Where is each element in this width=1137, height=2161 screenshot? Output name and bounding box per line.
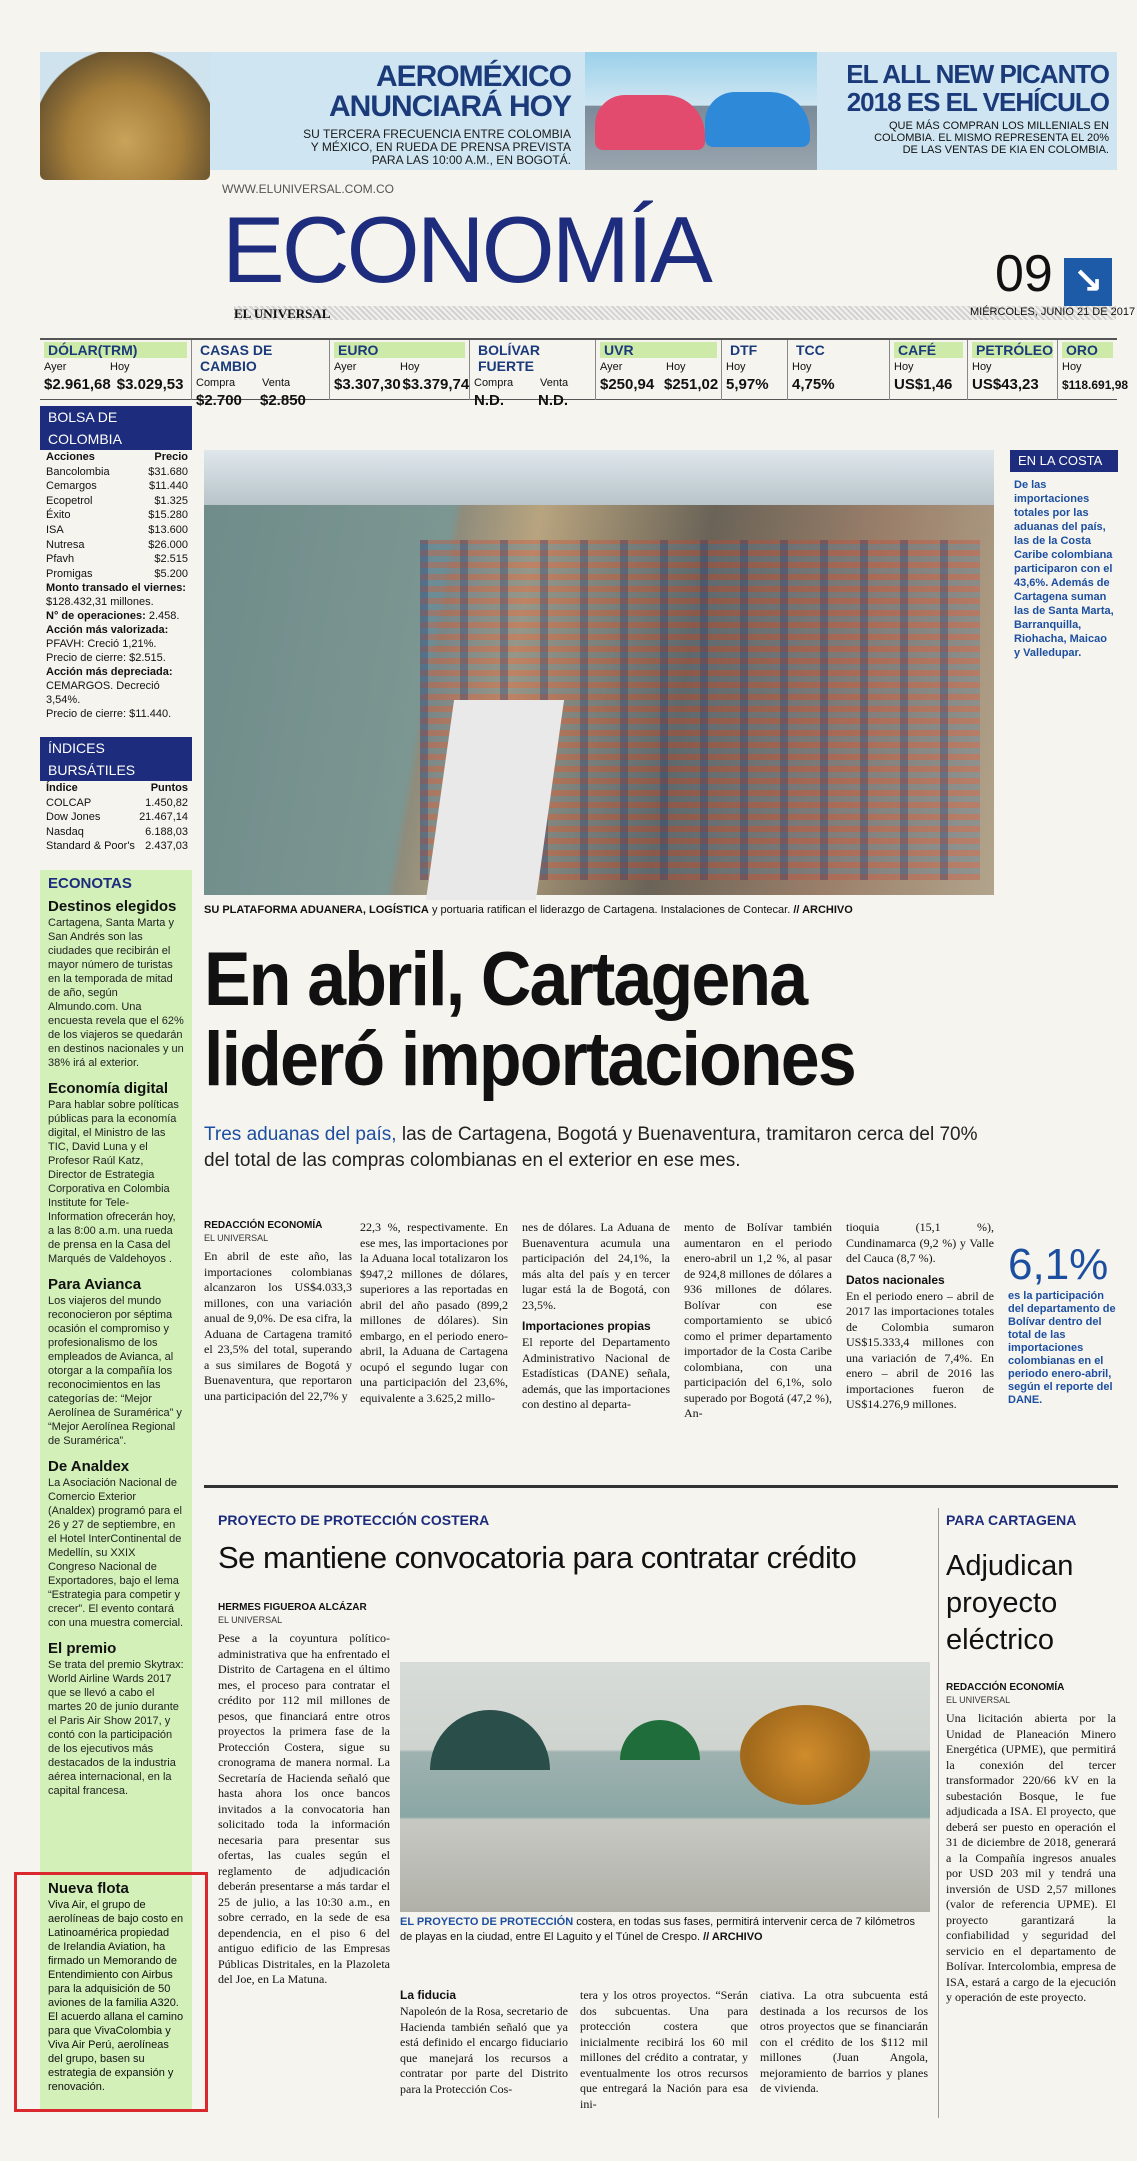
- ticker-item: [890, 340, 968, 400]
- stock-name: Cemargos: [46, 480, 97, 493]
- table-row: [40, 839, 192, 854]
- note-heading: Destinos elegidos: [48, 898, 177, 915]
- index-points: 1.450,82: [145, 796, 188, 809]
- section-divider: [204, 1485, 1118, 1488]
- note-text: Se trata del premio Skytrax: World Airline Wards 2017 que se llevó a cabo el martes 20 de junio durante el Paris Air Show 2017, y contó con la participación de los ejecutivos más destacados de la industria aérea internacional, en la capital francesa.: [48, 1659, 184, 1797]
- article-text: nes de dólares. La Aduana de Buenaventura acumula una participación del 24,1%, la más alta del país y en tercer lugar está la de Bogotá, con 23,5%.: [522, 1220, 670, 1312]
- article-column: [760, 1988, 928, 2097]
- ticker-value: $3.307,30: [334, 376, 401, 393]
- ticker-value: N.D.: [538, 392, 568, 409]
- costa-text: De las importaciones totales por las aduanas del país, las de la Costa Caribe colombiana participaron con el 43,6%. Además de Cartagena suman las de Santa Marta, Barranquilla, Riohacha, Maicao y Valledupar.: [1014, 479, 1114, 659]
- ticker-label: Hoy: [792, 361, 812, 373]
- stock-price: $31.680: [148, 465, 188, 478]
- stock-price: $15.280: [148, 509, 188, 522]
- stock-price: $11.440: [149, 480, 188, 493]
- stock-name: Nutresa: [46, 538, 85, 551]
- index-points: 2.437,03: [145, 840, 188, 853]
- market-ticker: [40, 338, 1129, 409]
- bolsa-note: Acción más depreciada:: [46, 666, 173, 679]
- ticker-value: $3.029,53: [116, 376, 184, 393]
- indices-header: Índice: [46, 782, 78, 794]
- ticker-item: [1058, 340, 1129, 400]
- column-divider: [938, 1508, 939, 2118]
- ticker-name: ORO: [1062, 342, 1113, 358]
- ticker-value: US$43,23: [972, 376, 1039, 393]
- costa-title: EN LA COSTA: [1010, 450, 1118, 472]
- headline-line: En abril, Cartagena: [204, 937, 807, 1022]
- banner-b-text-1: QUE MÁS COMPRAN LOS MILLENIALS EN: [888, 120, 1109, 132]
- note-heading: Para Avianca: [48, 1276, 142, 1293]
- ticker-name: CAFÉ: [894, 342, 963, 358]
- side-headline-line: Adjudican: [946, 1550, 1074, 1582]
- ticker-item: [596, 340, 722, 400]
- side-headline-line: proyecto: [946, 1587, 1058, 1619]
- table-row: [40, 538, 192, 553]
- article-text: 22,3 %, respectivamente. En ese mes, las importaciones por la Aduana local totalizaron los $947,2 millones de dólares, superiores a las reportadas en abril del año pasado (899,2 millones de dólares). Sin embargo, en el periodo enero-abril, la Aduana de Cartagena ocupó el segundo lugar con una participación del 23,6%, equivalente a 3.625,2 millo-: [360, 1220, 508, 1405]
- stat-number: 6,1%: [1008, 1240, 1109, 1289]
- index-points: 21.467,14: [139, 811, 188, 824]
- ticker-item: [470, 340, 596, 409]
- article-text: En el periodo enero – abril de 2017 las importaciones totales de Colombia sumaron US$15.333,4 millones con una variación de 7,4%. En enero – abril de 2016 las importaciones fueron de US$14.276,9 millones.: [846, 1288, 994, 1411]
- bolsa-note: Acción más valorizada:: [46, 624, 169, 637]
- ticker-value: $2.700: [196, 392, 242, 409]
- bolsa-note: 2.458.: [148, 610, 180, 623]
- section-kicker: PROYECTO DE PROTECCIÓN COSTERA: [218, 1512, 490, 1528]
- ticker-value: $118.691,98: [1062, 378, 1129, 392]
- article-headline: Se mantiene convocatoria para contratar crédito: [218, 1540, 857, 1575]
- stat-callout: [1008, 1240, 1118, 1407]
- ticker-item: [788, 340, 890, 400]
- table-row: [40, 552, 192, 567]
- table-row: [40, 523, 192, 538]
- ticker-value: 4,75%: [792, 376, 835, 393]
- arrow-down-right-icon: ↘: [1064, 258, 1112, 306]
- byline-paper: EL UNIVERSAL: [218, 1615, 283, 1625]
- bolsa-title: BOLSA DE COLOMBIA: [40, 406, 192, 450]
- bolsa-note: N° de operaciones:: [46, 610, 146, 623]
- bolsa-header: Precio: [154, 451, 188, 463]
- beach-photo-umbrella: [740, 1705, 870, 1805]
- banner-b-text-2: COLOMBIA. EL MISMO REPRESENTA EL 20%: [874, 132, 1109, 144]
- ticker-item: [722, 340, 788, 400]
- stock-name: Promigas: [46, 567, 93, 580]
- banner-b-title-1: EL ALL NEW PICANTO: [846, 59, 1109, 89]
- ticker-item: [40, 340, 192, 400]
- note-text: Para hablar sobre políticas públicas para la economía digital, el Ministro de las TIC, David Luna y el Profesor Raúl Katz, Director de Estrategia Corporativa en Colombia Institute for Tele-Information ofrecerán hoy, a las 8:00 a.m. una rueda de prensa en la Casa del Marqués de Valdehoyos .: [48, 1099, 179, 1265]
- stock-name: ISA: [46, 523, 64, 536]
- ticker-value: $2.850: [260, 392, 306, 409]
- picanto-banner: [817, 52, 1117, 170]
- subheading: La fiducia: [400, 1988, 457, 2002]
- byline: HERMES FIGUEROA ALCÁZAR: [218, 1602, 367, 1613]
- caption-text: costera, en todas sus fases, permitirá intervenir cerca de 7 kilómetros de playas en la ciudad, entre El Laguito y el Túnel de Crespo.: [400, 1916, 915, 1943]
- ticker-label: Hoy: [972, 361, 992, 373]
- ticker-name: BOLÍVAR FUERTE: [478, 342, 540, 374]
- banner-a-text-1: SU TERCERA FRECUENCIA ENTRE COLOMBIA: [303, 127, 571, 141]
- bolsa-box: [40, 406, 192, 721]
- banner-a-title-1: AEROMÉXICO: [375, 60, 571, 93]
- article-text: tioquia (15,1 %), Cundinamarca (9,2 %) y Valle del Cauca (8,7 %).: [846, 1220, 994, 1265]
- ticker-label: Compra: [196, 377, 236, 389]
- banner-b-title-2: 2018 ES EL VEHÍCULO: [846, 87, 1109, 117]
- stock-price: $13.600: [148, 523, 188, 536]
- ticker-item: [192, 340, 330, 409]
- table-row: [40, 796, 192, 811]
- deck: [204, 1122, 1004, 1174]
- article-column: [846, 1220, 994, 1413]
- article-text: mento de Bolívar también aumentaron en el periodo enero-abril un 1,2 %, al pasar de 924,8 millones de dólares a 936 millones de dólares. Bolívar con ese comportamiento se ubicó como el primer departamento importador de la Costa Caribe colombiana, con una participación del 6,1%, solo superado por Bogotá (47,2 %), An-: [684, 1220, 832, 1420]
- index-name: COLCAP: [46, 796, 92, 809]
- note-text: La Asociación Nacional de Comercio Exterior (Analdex) programó para el 26 y 27 de septiembre, en el Hotel InterContinental de Medellín, su XXIX Congreso Nacional de Exportadores, bajo el lema “Estrategia para competir y crecer”. El evento contará con una muestra comercial.: [48, 1477, 184, 1629]
- headline: [204, 937, 1032, 1102]
- article-column: [204, 1220, 352, 1404]
- side-kicker: PARA CARTAGENA: [946, 1512, 1077, 1528]
- stock-name: Éxito: [46, 509, 71, 522]
- deck-text: las de Cartagena, Bogotá y Buenaventura, tramitaron cerca del 70% del total de las compras colombianas en el exterior en ese mes.: [204, 1124, 978, 1171]
- page-number: 09: [995, 245, 1053, 303]
- ticker-label: Hoy: [894, 361, 914, 373]
- highlight-box: [14, 1872, 208, 2112]
- side-article-column: [946, 1682, 1116, 2006]
- table-row: [40, 567, 192, 582]
- note-text: Viva Air, el grupo de aerolíneas de bajo costo en Latinoamérica propiedad de Irelandia Aviation, ha firmado un Memorando de Entendimiento con Airbus para la adquisición de 50 aviones de la familia A320. El acuerdo allana el camino para que VivaColombia y Viva Air Perú, aerolíneas del grupo, basen su estrategia de expansión y renovación.: [48, 1899, 184, 2093]
- bolsa-note: Precio de cierre: $2.515.: [46, 652, 166, 665]
- ticker-label: Venta: [262, 377, 291, 389]
- article-text: tera y los otros proyectos. “Serán dos subcuentas. Una para protección costera que inicialmente recibirá los 60 mil millones del crédito a contratar, y eventualmente los otros recursos que entregará la Nación para esa ini-: [580, 1988, 748, 2111]
- port-photo-sky: [204, 450, 994, 505]
- article-text: Una licitación abierta por la Unidad de Planeación Minero Energética (UPME), que permitirá la conexión del tercer transformador 220/66 kV en la subestación Bosque, le fue adjudicada a ISA. El proyecto, que deberá ser puesto en operación el 31 de diciembre de 2018, generará a la Compañía ingresos anuales por USD 203 mil y tendrá una inversión de USD 2,57 millones (valor de referencia UPME). El proyecto garantizará la confiabilidad y seguridad del servicio en el departamento de Bolívar. Intercolombia, empresa de ISA, estará a cargo de la ejecución y operación de este proyecto.: [946, 1711, 1116, 2004]
- deck-lead: Tres aduanas del país,: [204, 1124, 397, 1145]
- ticker-value: $2.961,68: [44, 376, 111, 393]
- banner-a-title-2: ANUNCIARÁ HOY: [329, 90, 571, 123]
- ticker-name: EURO: [334, 342, 465, 358]
- bolsa-note: Precio de cierre: $11.440.: [46, 708, 172, 721]
- stock-price: $1.325: [154, 494, 188, 507]
- note-heading: De Analdex: [48, 1458, 130, 1475]
- ticker-label: Hoy: [400, 361, 420, 373]
- publication-date: MIÉRCOLES, JUNIO 21 DE 2017: [970, 306, 1136, 318]
- caption-lead: EL PROYECTO DE PROTECCIÓN: [400, 1916, 574, 1928]
- stock-price: $5.200: [154, 567, 188, 580]
- bolsa-note: Monto transado el viernes:: [46, 582, 186, 595]
- note-heading: Nueva flota: [48, 1880, 129, 1897]
- byline: REDACCIÓN ECONOMÍA: [204, 1220, 323, 1231]
- article-text: En abril de este año, las importaciones colombianas alcanzaron los US$4.033,3 millones, con una variación anual de 9,0%. De esa cifra, la Aduana de Cartagena tramitó el 23,5% del total, superando a sus similares de Bogotá y Buenaventura, que reportaron una participación del 22,7% y: [204, 1249, 352, 1403]
- ticker-name: DÓLAR(TRM): [44, 342, 187, 358]
- table-row: [40, 508, 192, 523]
- side-headline: [946, 1548, 1116, 1659]
- ticker-value: 5,97%: [726, 376, 769, 393]
- index-name: Dow Jones: [46, 811, 101, 824]
- caption-credit: // ARCHIVO: [790, 904, 853, 916]
- aeromexico-banner: [210, 52, 585, 170]
- bolsa-note: $128.432,31 millones.: [46, 596, 154, 609]
- headline-line: lideró importaciones: [204, 1017, 855, 1102]
- pink-car-image: [595, 95, 705, 150]
- bolsa-note: PFAVH: Creció 1,21%.: [46, 638, 157, 651]
- ticker-label: Hoy: [1062, 361, 1082, 373]
- ticker-item: [968, 340, 1058, 400]
- photo-caption: [400, 1915, 930, 1945]
- econotas-title: ECONOTAS: [48, 875, 132, 892]
- ticker-value: $251,02: [664, 376, 719, 393]
- table-row: [40, 494, 192, 509]
- article-text: Pese a la coyuntura político-administrativa que ha enfrentado el Distrito de Cartagena en el último mes, el proceso para contratar el crédito por 112 mil millones de pesos, que financiará entre otros proyectos la primera fase de la Protección Costera, sigue su cronograma de manera normal. La Secretaría de Hacienda señaló que hasta ahora los once bancos invitados a la convocatoria han solicitado toda la información necesaria para presentar sus ofertas, las cuales según el reglamento de adjudicación deberán presentarse a más tardar el 25 de julio, a las 10:30 a.m., en sobre cerrado, en la sede de esa dependencia, en el piso 6 del antiguo edificio de las Empresas Públicas Distritales, en la Plazoleta del Joe, en La Matuna.: [218, 1631, 390, 1986]
- ticker-name: DTF: [730, 342, 758, 358]
- article-column: [400, 1988, 568, 2097]
- caption-lead: SU PLATAFORMA ADUANERA, LOGÍSTICA: [204, 904, 429, 916]
- stat-text: es la participación del departamento de Bolívar dentro del total de las importaciones colombianas en el periodo enero-abril, según el reporte del DANE.: [1008, 1290, 1116, 1406]
- note-heading: Economía digital: [48, 1080, 169, 1097]
- ticker-name: TCC: [796, 342, 825, 358]
- stock-name: Pfavh: [46, 553, 75, 566]
- index-name: Standard & Poor's: [46, 840, 135, 853]
- ticker-name: CASAS DE CAMBIO: [200, 342, 273, 374]
- indices-title: ÍNDICES BURSÁTILES: [40, 737, 192, 781]
- note-text: Los viajeros del mundo reconocieron por séptima ocasión el compromiso y profesionalismo de los empleados de Avianca, al otorgar a la compañía los reconocimientos en las categorías de: “Mejor Aerolínea de Suramérica” y “Mejor Aerolínea Regional de Suramérica”.: [48, 1295, 182, 1447]
- stock-name: Bancolombia: [46, 465, 110, 478]
- banner-a-text-2: Y MÉXICO, EN RUEDA DE PRENSA PREVISTA: [310, 140, 571, 154]
- article-text: Napoleón de la Rosa, secretario de Hacienda también señaló que ya está definido el encargo fiduciario que manejará los recursos a contratar por parte del Distrito para la Protección Cos-: [400, 2004, 568, 2096]
- stock-name: Ecopetrol: [46, 494, 93, 507]
- ticker-label: Hoy: [666, 361, 686, 373]
- ticker-label: Compra: [474, 377, 514, 389]
- table-row: [40, 465, 192, 480]
- ticker-label: Ayer: [600, 361, 623, 373]
- article-text: ciativa. La otra subcuenta está destinada a los recursos de los otros proyectos que se financiarán con el crédito de los $112 mil millones (Juan Angola, mejoramiento de barrios y planes de vivienda.: [760, 1988, 928, 2095]
- index-name: Nasdaq: [46, 825, 84, 838]
- banner-a-text-3: PARA LAS 10:00 A.M., EN BOGOTÁ.: [371, 153, 571, 167]
- stock-price: $26.000: [148, 538, 188, 551]
- byline-paper: EL UNIVERSAL: [946, 1695, 1011, 1705]
- ticker-label: Ayer: [44, 361, 67, 373]
- ticker-name: UVR: [600, 342, 717, 358]
- bolsa-note: CEMARGOS. Decreció 3,54%.: [46, 680, 160, 707]
- en-la-costa-box: [1010, 450, 1118, 666]
- table-row: [40, 479, 192, 494]
- ticker-label: Venta: [540, 377, 569, 389]
- site-url: WWW.ELUNIVERSAL.COM.CO: [222, 182, 395, 196]
- bolsa-header: Acciones: [46, 451, 95, 463]
- side-headline-line: eléctrico: [946, 1624, 1054, 1656]
- ticker-name: PETRÓLEO: [972, 342, 1053, 358]
- table-row: [40, 825, 192, 840]
- stock-price: $2.515: [154, 553, 188, 566]
- dome-image: [40, 52, 210, 180]
- ticker-value: N.D.: [474, 392, 504, 409]
- subheading: Datos nacionales: [846, 1272, 945, 1287]
- caption-text: y portuaria ratifican el liderazgo de Cartagena. Instalaciones de Contecar.: [428, 904, 791, 916]
- article-column: [580, 1988, 748, 2112]
- ticker-value: $3.379,74: [402, 376, 470, 393]
- indices-box: [40, 737, 192, 854]
- article-text: El reporte del Departamento Administrativo Nacional de Estadísticas (DANE) señala, además, que las importaciones con destino al departa-: [522, 1335, 670, 1411]
- subheading: Importaciones propias: [522, 1319, 651, 1333]
- ticker-value: US$1,46: [894, 376, 953, 393]
- banner-b-text-3: DE LAS VENTAS DE KIA EN COLOMBIA.: [902, 144, 1109, 156]
- note-heading: El premio: [48, 1640, 117, 1657]
- section-title: ECONOMÍA: [222, 197, 710, 302]
- caption-credit: // ARCHIVO: [700, 1931, 763, 1943]
- article-column: [218, 1602, 390, 1988]
- ticker-label: Hoy: [726, 361, 746, 373]
- table-row: [40, 810, 192, 825]
- article-column: [684, 1220, 832, 1422]
- photo-caption: [204, 904, 994, 916]
- ticker-item: [330, 340, 470, 400]
- ticker-value: $250,94: [600, 376, 655, 393]
- index-points: 6.188,03: [145, 825, 188, 838]
- article-column: [522, 1220, 670, 1413]
- note-text: Cartagena, Santa Marta y San Andrés son las ciudades que recibirán el mayor número de turistas en la temporada de mitad de año, según Almundo.com. Una encuesta revela que el 62% de los viajeros se quedarán en destinos nacionales y un 38% irá al exterior.: [48, 917, 184, 1069]
- byline-paper: EL UNIVERSAL: [204, 1233, 269, 1243]
- paper-name: EL UNIVERSAL: [234, 306, 331, 321]
- ticker-label: Ayer: [334, 361, 357, 373]
- ticker-label: Hoy: [110, 361, 130, 373]
- indices-header: Puntos: [150, 782, 188, 794]
- blue-car-image: [705, 92, 810, 147]
- byline: REDACCIÓN ECONOMÍA: [946, 1682, 1065, 1693]
- article-column: [360, 1220, 508, 1406]
